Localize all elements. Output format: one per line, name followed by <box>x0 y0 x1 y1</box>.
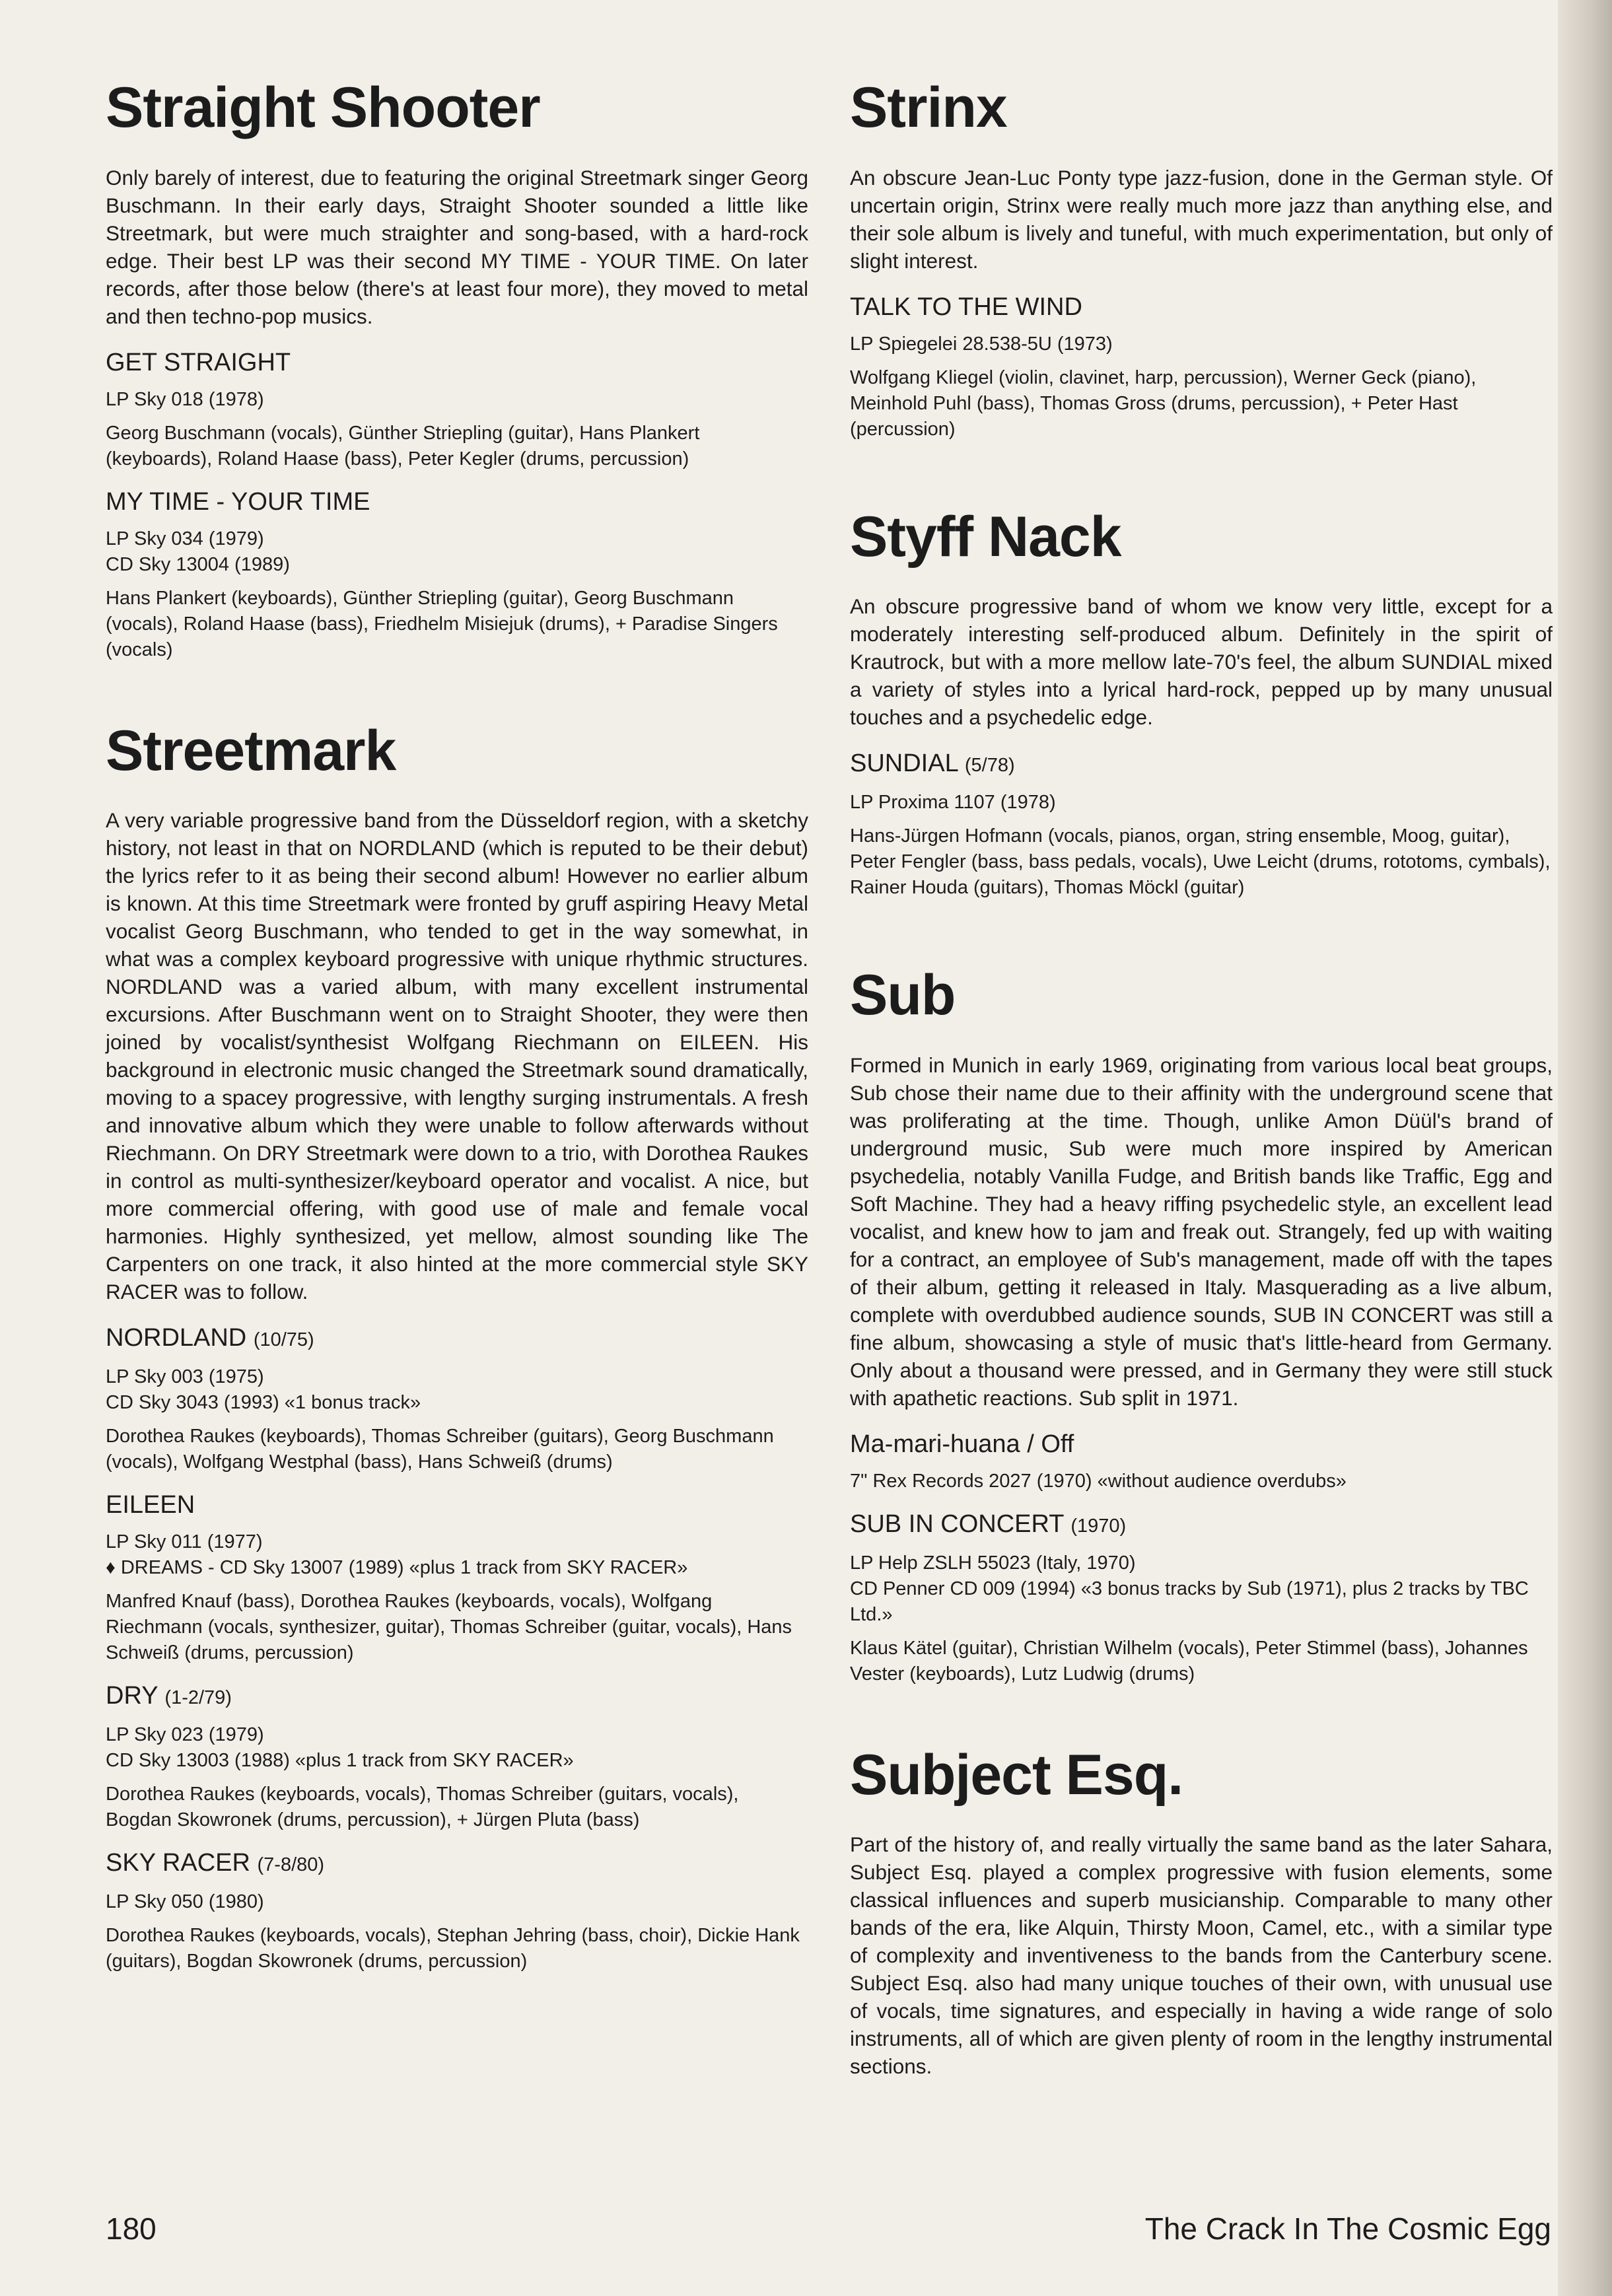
page-number: 180 <box>106 2211 157 2246</box>
entry-streetmark <box>106 716 808 1975</box>
single-title: Ma-mari-huana / Off <box>850 1430 1074 1458</box>
album-title: TALK TO THE WIND <box>850 293 1082 321</box>
section-spacer <box>106 676 808 716</box>
band-bio: Part of the history of, and really virtually the same band as the later Sahara, Subject Esq. played a complex progressive with fusion elements, some classical influences and superb musicianship. Comparable to many other bands of the era, like Alquin, Thirsty Moon, Camel, etc., with a similar type of complexity and inventiveness to the bands from the Canterbury scene. Subject Esq. also had many unique touches of their own, with unusual use of vocals, time signatures, and especially in having a wide range of solo instruments, all of which are given plenty of room in the lengthy instrumental sections. <box>850 1832 1553 2078</box>
entry-subject-esq <box>850 1740 1553 2081</box>
band-name: Strinx <box>850 76 1007 139</box>
album-entry <box>106 1679 808 1833</box>
album-title: DRY (1-2/79) <box>106 1682 232 1710</box>
release-line: 7" Rex Records 2027 (1970) «without audience overdubs» <box>850 1470 1347 1492</box>
album-entry <box>850 1508 1553 1687</box>
entry-straight-shooter <box>106 73 808 663</box>
release-line: LP Sky 018 (1978) <box>106 388 264 410</box>
album-entry <box>106 346 808 472</box>
release-line: ♦ DREAMS - CD Sky 13007 (1989) «plus 1 track from SKY RACER» <box>106 1557 688 1578</box>
album-entry <box>850 1428 1553 1494</box>
album-title: SKY RACER (7-8/80) <box>106 1849 325 1877</box>
album-title: EILEEN <box>106 1491 195 1519</box>
album-date: (10/75) <box>253 1329 314 1350</box>
personnel: Klaus Kätel (guitar), Christian Wilhelm (vocals), Peter Stimmel (bass), Johannes Vester (keyboards), Lutz Ludwig (drums) <box>850 1637 1528 1685</box>
band-name: Subject Esq. <box>850 1743 1183 1807</box>
album-title: SUNDIAL (5/78) <box>850 749 1015 777</box>
band-bio: A very variable progressive band from the Düsseldorf region, with a sketchy history, not least in that on NORDLAND (which is reputed to be their debut) the lyrics refer to it as being their second album! However no earlier album is known. At this time Streetmark were fronted by gruff aspiring Heavy Metal vocalist Georg Buschmann, who tended to get in the way somewhat, in what was a complex keyboard progressive with unique rhythmic structures. NORDLAND was a varied album, with many excellent instrumental excursions. After Buschmann went on to Straight Shooter, they were then joined by vocalist/synthesist Wolfgang Riechmann on EILEEN. His background in electronic music changed the Streetmark sound dramatically, moving to a spacey progressive, with lengthy surging instrumentals. A fresh and innovative album which they were unable to follow afterwards without Riechmann. On DRY Streetmark were down to a trio, with Dorothea Raukes in control as multi-synthesizer/keyboard operator and vocalist. A nice, but more commercial offering, with good use of male and female vocal harmonies. Highly synthesized, yet mellow, almost sounding like The Carpenters on one track, it also hinted at the more commercial style SKY RACER was to follow. <box>106 808 808 1304</box>
personnel: Manfred Knauf (bass), Dorothea Raukes (keyboards, vocals), Wolfgang Riechmann (vocals, synthesizer, guitar), Thomas Schreiber (guitar, vocals), Hans Schweiß (drums, percussion) <box>106 1591 792 1663</box>
album-date: (5/78) <box>964 755 1015 776</box>
album-entry <box>106 1846 808 1974</box>
album-date: (7-8/80) <box>257 1854 325 1875</box>
page-edge-shadow <box>1558 0 1612 2296</box>
section-spacer <box>850 456 1553 502</box>
band-name: Streetmark <box>106 718 396 783</box>
personnel: Dorothea Raukes (keyboards, vocals), Thomas Schreiber (guitars, vocals), Bogdan Skowronek (drums, percussion), + Jürgen Pluta (bass) <box>106 1784 739 1830</box>
band-bio: An obscure progressive band of whom we know very little, except for a moderately interesting self-produced album. Definitely in the spirit of Krautrock, but with a more mellow late-70's feel, the album SUNDIAL mixed a variety of styles into a lyrical hard-rock, pepped up by many unusual touches and a psychedelic edge. <box>850 594 1553 729</box>
release-line: LP Sky 003 (1975) <box>106 1366 264 1387</box>
release-line: CD Sky 13003 (1988) «plus 1 track from SKY RACER» <box>106 1750 574 1771</box>
section-spacer <box>850 914 1553 960</box>
album-date: (1970) <box>1070 1515 1127 1537</box>
release-line: LP Sky 034 (1979) <box>106 528 264 549</box>
band-bio: An obscure Jean-Luc Ponty type jazz-fusion, done in the German style. Of uncertain origin, Strinx were really much more jazz than anything else, and their sole album is lively and tuneful, with much experimentation, but only of slight interest. <box>850 165 1553 273</box>
album-title: SUB IN CONCERT (1970) <box>850 1510 1127 1538</box>
personnel: Dorothea Raukes (keyboards, vocals), Stephan Jehring (bass, choir), Dickie Hank (guitars), Bogdan Skowronek (drums, percussion) <box>106 1925 800 1972</box>
release-line: LP Sky 050 (1980) <box>106 1891 264 1912</box>
album-entry <box>106 1488 808 1666</box>
personnel: Hans Plankert (keyboards), Günther Striepling (guitar), Georg Buschmann (vocals), Roland Haase (bass), Friedhelm Misiejuk (drums), + Paradise Singers (vocals) <box>106 587 778 660</box>
release-line: LP Sky 023 (1979) <box>106 1724 264 1745</box>
band-name: Sub <box>850 963 956 1027</box>
personnel: Wolfgang Kliegel (violin, clavinet, harp, percussion), Werner Geck (piano), Meinhold Puhl (bass), Thomas Gross (drums, percussion), + Peter Hast (percussion) <box>850 366 1477 440</box>
right-column <box>850 73 1553 2096</box>
personnel: Hans-Jürgen Hofmann (vocals, pianos, organ, string ensemble, Moog, guitar), Peter Fengler (bass, bass pedals, vocals), Uwe Leicht (drums, rototoms, cymbals), Rainer Houda (guitars), Thomas Möckl (guitar) <box>850 825 1551 898</box>
album-title: NORDLAND (10/75) <box>106 1324 314 1352</box>
personnel: Dorothea Raukes (keyboards), Thomas Schreiber (guitars), Georg Buschmann (vocals), Wolfgang Westphal (bass), Hans Schweiß (drums) <box>106 1426 774 1473</box>
release-line: CD Penner CD 009 (1994) «3 bonus tracks by Sub (1971), plus 2 tracks by TBC Ltd.» <box>850 1578 1529 1625</box>
release-line: CD Sky 13004 (1989) <box>106 553 290 575</box>
album-entry <box>106 485 808 663</box>
album-title: GET STRAIGHT <box>106 348 291 376</box>
release-line: CD Sky 3043 (1993) «1 bonus track» <box>106 1392 421 1413</box>
band-name: Styff Nack <box>850 504 1121 569</box>
entry-sub <box>850 960 1553 1687</box>
album-entry <box>106 1321 808 1475</box>
release-line: LP Proxima 1107 (1978) <box>850 792 1056 813</box>
entry-styff-nack <box>850 502 1553 901</box>
album-date: (1-2/79) <box>164 1687 232 1708</box>
personnel: Georg Buschmann (vocals), Günther Striepling (guitar), Hans Plankert (keyboards), Roland Haase (bass), Peter Kegler (drums, percussion) <box>106 422 700 470</box>
left-column <box>106 73 808 1988</box>
album-title: MY TIME - YOUR TIME <box>106 487 370 516</box>
album-entry <box>850 747 1553 901</box>
band-bio: Formed in Munich in early 1969, originating from various local beat groups, Sub chose their name due to their affinity with the underground scene that was proliferating at the time. Though, unlike Amon Düül's brand of underground music, Sub were much more inspired by American psychedelia, notably Vanilla Fudge, and British bands like Traffic, Egg and Soft Machine. They had a heavy riffing psychedelic style, an excellent lead vocalist, and knew how to jam and freak out. Strangely, fed up with waiting for a contract, an employee of Sub's management, made off with the tapes of their album, getting it released in Italy. Masquerading as a live album, complete with overdubbed audience sounds, SUB IN CONCERT was still a fine album, showcasing a style of music that's little-heard from Germany. Only about a thousand were pressed, and in Germany they were still stuck with apathetic reactions. Sub split in 1971. <box>850 1053 1553 1410</box>
band-bio: Only barely of interest, due to featuring the original Streetmark singer Georg Buschmann. In their early days, Straight Shooter sounded a little like Streetmark, but were much straighter and song-based, with a hard-rock edge. Their best LP was their second MY TIME - YOUR TIME. On later records, after those below (there's at least four more), they moved to metal and then techno-pop musics. <box>106 165 808 328</box>
release-line: LP Sky 011 (1977) <box>106 1531 263 1552</box>
section-spacer <box>850 1700 1553 1740</box>
release-line: LP Spiegelei 28.538-5U (1973) <box>850 333 1113 355</box>
running-footer-title: The Crack In The Cosmic Egg <box>1144 2211 1551 2246</box>
entry-strinx <box>850 73 1553 442</box>
album-entry <box>850 291 1553 442</box>
band-name: Straight Shooter <box>106 76 540 139</box>
release-line: LP Help ZSLH 55023 (Italy, 1970) <box>850 1552 1136 1574</box>
